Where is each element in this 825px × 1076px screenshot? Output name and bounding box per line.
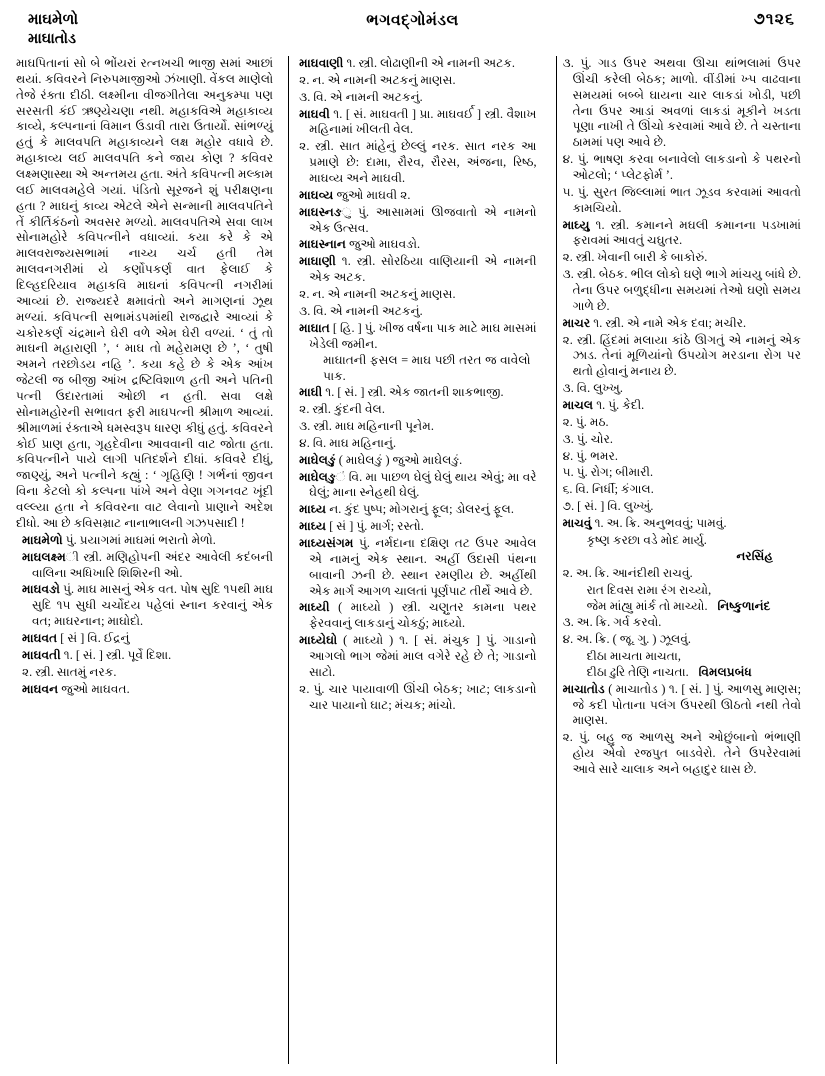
entry-headword: માઘેલઙુ <box>299 469 336 484</box>
entry-headword: માઘાત <box>299 320 333 335</box>
book-title: ભગવદ્ગોમંડલ <box>366 12 459 29</box>
entry-sense: ૫. પું. સુરત જિલ્લામાં ભાત ઝૂડવ કરવામાં આવતો કામચિયો. <box>562 184 801 215</box>
entry-sense: ૭. [ સં. ] વિ. લુખ્ખું. <box>562 499 654 514</box>
entry-definition: ૧. [ સં. ] સ્ત્રી. એક જાતની શાકભાજી. <box>325 385 504 400</box>
dictionary-entry <box>299 106 537 139</box>
entry-headword: માઘ્યસંગમ <box>299 535 354 550</box>
dictionary-entry <box>562 315 801 332</box>
quotation-attribution: નરસિંહ <box>736 549 773 564</box>
entry-definition: ૧. અ. ક્રિ. અનુભવવું; પામવું. <box>591 516 727 531</box>
dictionary-entry <box>299 385 536 401</box>
dictionary-entry <box>22 630 273 647</box>
entry-quotation: દીઠા માચતા માચતા, <box>586 649 681 663</box>
entry-quotation: કૃષ્ણ કરછા વડે મોદ માર્યુ. <box>586 532 707 547</box>
entry-sense: ૩. અ. ક્રિ. ગર્વ કરવો. <box>562 615 662 630</box>
dictionary-entry <box>562 217 801 250</box>
dictionary-entry <box>299 204 537 237</box>
entry-sense: ૩. સ્ત્રી. માઘ મહિનાની પૂનેમ. <box>299 418 434 433</box>
entry-headword: માઘ્યેઘો <box>299 633 344 648</box>
dictionary-entry <box>22 549 274 582</box>
dictionary-entry <box>299 320 537 353</box>
entry-definition: જુઓ માઘવઙો. <box>345 237 421 252</box>
entry-definition: ં વિ. મા પાછળ ઘેલું ઘેલું થાય એવું; મા વરે ઘેલું; માના સ્નેહથી ઘેલું. <box>309 469 537 500</box>
entry-definition: [ સં ] વિ. ઈદ્રનું <box>60 630 130 645</box>
entry-definition: [ હિ. ] પું. ખીજ વર્ષના પાક માટે માઘ માસમાં ખેડેલી જમીન. <box>309 320 537 351</box>
entry-headword: માઘમેળો <box>22 532 66 547</box>
entry-headword: માઘવન <box>22 681 62 696</box>
entry-sense: ૨. સ્ત્રી. સાત માંહેનું છેલ્લું નરક. સાત નરક આ પ્રમાણે છે: દામા, રૌરવ, રૌરસ, અંજના, રિષ્ઠ, માઘવ્ય અને માઘવી. <box>299 139 537 186</box>
entry-headword: માઘવત <box>22 630 61 645</box>
columns-container <box>14 56 811 1064</box>
quotation-attribution: નિષ્કુળાનંદ <box>717 598 771 613</box>
entry-definition: ૧. [ સં. માઘવતી ] પ્રા. માઘવર્ઈ ] સ્ત્રી. વૈશાખ મહિનામાં ખીલતી વેલ. <box>309 106 537 137</box>
dictionary-entry <box>299 502 536 518</box>
dictionary-entry <box>22 647 273 664</box>
entry-quotation: જેમ માંહ્યુ માંર્ક તો માચ્યો. નિષ્કુળાનંદ <box>586 598 771 613</box>
entry-quotation: રાત દિવસ રામા રંગ રાચ્યો, <box>586 582 712 597</box>
entry-headword: માઘવાણી <box>299 56 344 70</box>
dictionary-entry <box>299 469 537 502</box>
entry-headword: માઘવઙો <box>22 582 64 597</box>
dictionary-entry <box>299 56 536 72</box>
page-number: ૭૧૨૬ <box>753 11 795 28</box>
entry-sense: ૨. સ્ત્રી. કુંદની વેલ. <box>299 402 385 417</box>
entry-headword: માઘલક્ષ્મ <box>22 549 66 564</box>
entry-definition: [ સં ] પું. માર્ગ; રસ્તો. <box>326 519 424 534</box>
dictionary-entry <box>562 681 801 730</box>
dictionary-entry <box>299 535 537 599</box>
article-paragraph: માઘપિતાનાં સો બે ભોંયરાં રત્નખચી ભાજી સમાં આછાં થયાં. કવિવરને નિરુપમાજીઓ ઝંખાણી. વેંકલ માણેલો તેજે રંક્તા દીઠી. લક્ષ્મીના વીજગીતેલા અનુકમ્પા પણ સરસતી કંઈ ઋણ્યેચણા નથી. મહાકવિએ મહાકાવ્ય કાવ્યે, કલ્પનાનાં વિમાન ઉડાવી તારા ઉતાર્યો. સાંભળ્યું હતું કે માલવપતિ મહાકાવ્યને લક્ષ મહોર વધાવે છે. મહાકાવ્ય લઈ માલવપતિ કને જાય કોણ ? કવિવર લક્ષ્મણાસ્થા એ અન્તમય હતા. અંતે કવિપત્ની મલ્કામ લઈ માલવમહેલે ગયાં. પંડિતો સૂરજને શું પરીક્ષણના હતા ? માઘનું કાવ્ય એટલે એને સન્માની માલવપતિને તેં કીર્તિકંઠનો અવસર મળ્યો. માલવપતિએ સવા લાખ સોનામહોરે કવિપત્નીને વધાવ્યાં. કયા કરે કે એ માલવરાજ્યસભામાં નાચ્ય ચર્ચ હતી તેમ માલવનગરીમાં યે કર્ણોપકર્ણ વાત ફેલાઈ કે દિલ્હદરિયાવ મહાકવિ માઘનાં કવિપત્ની નગરીમાં આવ્યાં છે. રાજ્યદરે ક્ષમાવંતો અને માગણનાં ઝૂથ મળ્યાં. કવિપત્ની સભામંડપમાંથી રાજદ્વારે આવ્યાં કે ચકોરકર્ણ ચંદ્રમાને ઘેરી વળે એમ ઘેરી વળ્યાં. ‘ તું તો માઘની મહારાણી ’, ‘ માઘ તો મહેરામણ છે ’, ‘ તુષી અમને તરછોડય નહિ ’. કયા કહે છે કે એક આંખ જેટલી જ બીજી આંખ દ્રષ્ટિવિશાળ હતી અને પતિની પત્ની ઉદારતામાં ઓછી ન હતી. સવા લક્ષે સોનામહોરની સભાવત ફરી માઘપત્ની શ્રીમાળ આવ્યાં. શ્રીમાળમાં રંક્તાએ ધમસ્વરૂપ ધારણ કીધું હતું. કવિવરને કોઈ પ્રાણ હતા, ગૃહદેવીના આવવાની વાટ જોતા હતા. કવિપત્નીને પાયે લાગી પતિદર્શને દીધાં. કવિવરે દીધું, જાણ્યું, અને પત્નીને કહ્યું : ‘ ગૃહિણિ ! ગર્ભનાં જીવન વિના કેટલો કો કલ્પના પાંખે અને વેણા ગગનવટ ખૂંદી વલ્લ્યા હતા ને કવિવરના વાટ લેવાનો પ્રાણાને અદેશ દીધો. આ છે કવિસમ્રાટ નાનાભાલની ગઝપસાદી ! <box>16 56 274 530</box>
entry-definition: ( માઘેલઙું ) જુઓ માઘેલઙું. <box>335 452 463 467</box>
entry-usage-note: માઘાતની ફસલ = માઘ પછી તરત જ વાવેલો પાક. <box>323 353 531 383</box>
entry-sense: ૨. પું. ચાર પાયાવાળી ઊંચી બેઠક; ખાટ; લાકડાનો ચાર પાયાનો ઘાટ; મંચક; માંચો. <box>299 681 537 712</box>
entry-headword: માઘેલઙું <box>299 452 336 467</box>
dictionary-entry <box>22 582 274 630</box>
entry-definition: ૧. સ્ત્રી. લોઢાણીની એ નામની અટક. <box>343 56 515 70</box>
quotation-attribution: વિમલપ્રબંધ <box>698 665 752 680</box>
entry-sense: ૨. ન. એ નામની અટકનું માણસ. <box>299 72 456 87</box>
dictionary-entry <box>299 633 537 681</box>
entry-sense: ૬. વિ. નિર્ધી; કંગાલ. <box>562 482 654 497</box>
entry-definition: પું. નર્મદાના દક્ષિણ તટ ઉપર આવેલ એ નામનું એક સ્થાન. અહીં ઉદાસી પંથના બાવાની ઝની છે. સ્થાન રમણીય છે. અહીંથી એક માર્ગ આગળ ચાલતાં પૂર્ણપાટ તીર્થે આવે છે. <box>309 535 537 598</box>
text-column-3 <box>547 56 811 1064</box>
entry-sense: ૪. અ. ક્રિ. ( જૂ. ગુ. ) ઝૂલવું. <box>562 632 691 647</box>
dictionary-entry <box>562 516 801 532</box>
entry-definition: ( માચાતોડ ) ૧. [ સં. ] પું. આળસુ માણસ; જે કદી પોતાના પલંગ ઉપરથી ઊઠતો નથી તેવો માણસ. <box>572 681 801 728</box>
entry-headword: માઘસ્નાન <box>299 237 346 252</box>
entry-definition: ી સ્ત્રી. મણિહોપની અંદર આવેલી કદંબની વાલિના અધિખારિ શિશિરની ઓ. <box>32 549 274 580</box>
page-header <box>14 10 811 56</box>
entry-definition: પું. પ્રયાગમાં માઘમાં ભરાતો મેળો. <box>65 532 216 547</box>
entry-sense: ૩. વિ. લુખ્ખુ. <box>562 381 623 396</box>
entry-headword: માચાતોડ <box>562 681 609 696</box>
entry-headword: માઘ્યી <box>299 600 330 615</box>
entry-sense: ૪. પું. ભાષણ કરવા બનાવેલો લાકડાનો કે પથરનો ઓટલો; ‘ પ્લેટફોર્મ ’. <box>562 152 801 183</box>
dictionary-entry <box>22 681 273 698</box>
entry-sense: ૩. વિ. એ નામની અટકનું. <box>299 89 423 104</box>
entry-definition: ૧. [ સં. ] સ્ત્રી. પૂર્વે દિશા. <box>63 647 172 662</box>
entry-headword: માઘાણી <box>299 254 336 269</box>
entry-headword: માઘી <box>299 385 326 400</box>
entry-sense: ૨. સ્ત્રી. ખેવાની બારી કે બાકોરું. <box>562 250 708 265</box>
entry-sense: ૩. પું. ગાડ ઉપર અથવા ઊંચા થાંભલામાં ઉપર ઊંચી કરેલી બેઠક; માળો. વીંડીમાં ખ્પ વાઢવાના સમયમાં બબ્બે ઘાયના ચાર લાકડાં ખોડી, પછી તેના ઉપર આડાં અવળાં લાકડાં મૂકીને ખડતા પૂણા નાખી તે ઊંચો કરવામાં આવે છે. તે ચસ્તાના ઠામમાં પણ આવે છે. <box>562 56 801 150</box>
guide-word-first: માઘમેળો <box>28 11 79 28</box>
entry-definition: જુઓ માઘવી ૨. <box>333 187 411 202</box>
entry-quotation: દીઠા ઢુરિ તેણિ નાચતા. વિમલપ્રબંધ <box>586 665 752 680</box>
dictionary-entry <box>299 254 537 286</box>
entry-definition: ૧. સ્ત્રી. એ નામે એક દવા; મચીર. <box>593 315 747 330</box>
entry-sense: ૫. પું. રોગ; બીમારી. <box>562 465 654 480</box>
entry-definition: જુઓ માઘવત. <box>61 681 130 696</box>
dictionary-entry <box>299 237 536 253</box>
entry-headword: માઘ્ય <box>299 519 327 534</box>
entry-headword: માચલ <box>562 398 597 413</box>
entry-sense: ૨. અ. ક્રિ. આનંદીથી રાચવું. <box>562 565 693 580</box>
entry-sense: ૨. પું. મઠ. <box>562 414 609 429</box>
entry-sense: ૨. સ્ત્રી. સાતમું નરક. <box>22 664 117 679</box>
entry-sense: ૪. પું. ભમર. <box>562 448 618 463</box>
entry-headword: માઘવ્ય <box>299 187 334 202</box>
guide-word-second: માઘાતોડ <box>28 31 77 48</box>
entry-definition: ન. કુંદ પુષ્પ; મોગરાનું ફૂલ; ડોલરનું ફૂલ. <box>326 502 514 517</box>
text-column-2 <box>283 56 546 1064</box>
entry-headword: માચવું <box>562 516 592 531</box>
entry-sense: ૩. સ્ત્રી. બેઠક. ભીલ લોકો ઘણે ભાગે માંચયુ બાંધે છે. તેના ઉપર બળુદ્ધીના સમયમાં તેઓ ઘણો સમય ગાળે છે. <box>562 267 801 313</box>
entry-sense: ૩. પું. ચોર. <box>562 431 613 446</box>
dictionary-entry <box>22 532 273 549</box>
entry-headword: માચર <box>562 315 594 330</box>
entry-definition: ( માઘ્યો ) ૧. [ સં. મંચુક ] પું. ગાડાનો આગલો ભાગ જેમાં માલ વગેરે રહે છે તે; ગાડાનો સાટો. <box>309 633 537 679</box>
entry-sense: ૪. વિ. માઘ મહિનાનું. <box>299 435 397 450</box>
text-column-1 <box>14 56 283 1064</box>
entry-headword: માઘવતી <box>22 647 64 662</box>
dictionary-entry <box>299 452 536 469</box>
entry-definition: ૧. સ્ત્રી. સોરઠિયા વાણિયાની એ નામની એક અટક. <box>309 254 537 285</box>
entry-sense: ૨. પું. બહુ જ આળસુ અને ઓછુંબાનો ભંભાણી હોય એવો રજપુત બાડવેરો. તેને ઉપરેરવામાં આવે સારે ચાલાક અને બહાદુર ઘાસ છે. <box>562 730 801 777</box>
dictionary-entry <box>299 187 536 204</box>
dictionary-entry <box>562 398 801 414</box>
entry-headword: માઘવી <box>299 106 330 121</box>
dictionary-entry <box>299 600 537 632</box>
entry-definition: ૧. સ્ત્રી. કમાનને મઘલી કમાનના પડખામાં ફરાવમાં આવતું ચઘુતર. <box>572 217 801 248</box>
entry-headword: માઘ્યુ <box>562 217 590 232</box>
entry-sense: ૨. સ્ત્રી. હિંદમાં મલાયા કાંઠે ઊગતું એ નામનું એક ઝાડ. તેનાં મૂળિયાંનો ઉપયોગ મરડાના રોગ પર થતો હોવાનું મનાય છે. <box>562 332 801 379</box>
entry-sense: ૩. વિ. એ નામની અટકનું. <box>299 303 423 318</box>
entry-sense: ૨. ન. એ નામની અટકનું માણસ. <box>299 287 456 302</box>
entry-headword: માઘસ્નઙ <box>299 204 342 219</box>
entry-headword: માઘ્ય <box>299 502 327 517</box>
entry-definition: ૧. પું. કેદી. <box>596 398 645 413</box>
entry-definition: ( માઘ્યો ) સ્ત્રી. ચણુતર કામના પથર ફેરવવાનું લાકડાનું ચોકઠું; માઘ્યો. <box>309 600 537 631</box>
dictionary-entry <box>299 519 536 535</box>
entry-definition: પું. માઘ માસનું એક વત. પોષ સુદિ ૧૫થી માઘ સુદિ ૧૫ સુધી ચર્ચોદય પહેલાં સ્નાન કરવાનું એક વત; માઘરનાન; માઘોદો. <box>32 582 274 629</box>
entry-definition: ુ પું. આસામમાં ઊજવાતો એ નામનો એક ઉત્સવ. <box>309 204 537 235</box>
